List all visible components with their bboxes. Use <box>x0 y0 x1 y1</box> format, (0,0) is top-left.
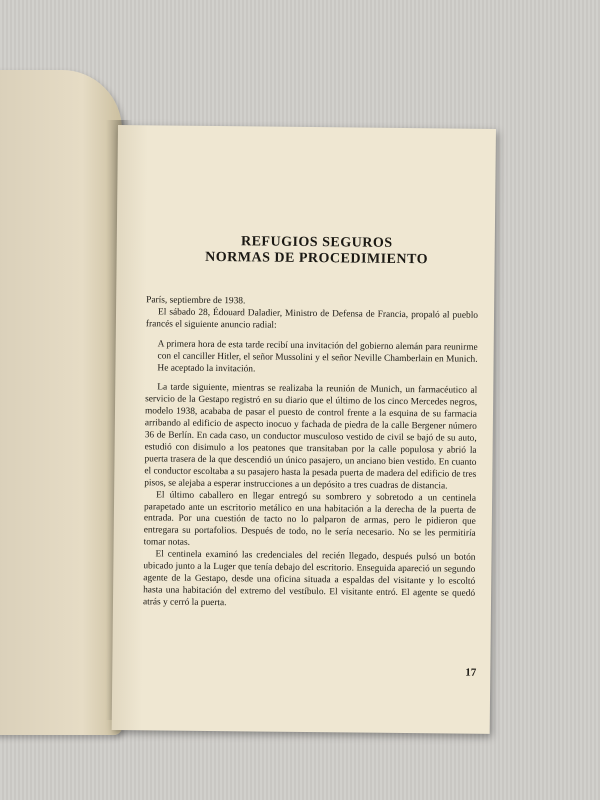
page-number: 17 <box>465 666 477 679</box>
page-body <box>143 295 478 612</box>
paragraph: El último caballero en llegar entregó su sombrero y sobretodo a un centinela parapetado ante un escritorio metálico en una habitación a la derecha de la puerta de entrada. Por una cuestión de tacto no lo palparon de armas, pero le pidieron que entregara su portafolios. Después de todo, no le sería necesario. No se les permitiría tomar notas. <box>143 490 477 548</box>
chapter-title-line2: NORMAS DE PROCEDIMIENTO <box>205 249 429 268</box>
paragraph: El centinela examinó las credenciales del recién llegado, después pulsó un botón ubicado junto a la Luger que tenía debajo del escritorio. Enseguida apareció un segundo agente de la Gestapo, desde una oficina situada a espaldas del visitante y lo escoltó hasta una habitación del extremo del vestíbulo. El visitante entró. El agente se quedó atrás y cerró la puerta. <box>142 549 476 608</box>
book-page <box>112 125 496 734</box>
paragraph: El sábado 28, Édouard Daladier, Ministro de Defensa de Francia, propaló al pueblo francés el siguiente anuncio radial: <box>145 307 479 331</box>
paragraph: La tarde siguiente, mientras se realizaba la reunión de Munich, un farmacéutico al servicio de la Gestapo registró en su diario que el último de los cinco Mercedes negros, modelo 1938, acababa de pasar el puesto de control frente a la esquina de su farmacia arribando al edificio de aspecto inocuo y fachada de piedra de la calle Bergener número 36 de Berlín. En cada caso, un conductor musculoso vestido de civil se bajó de su auto, estudió con disimulo a los peatones que transitaban por la calle populosa y abrió la puerta trasera de la que descendió un único pasajero, un anciano bien vestido. En cuanto el conductor escoltaba a su pasajero hasta la pesada puerta de madera del edificio de tres pisos, se alejaba a esperar instrucciones a un depósito a tres cuadras de distancia. <box>144 382 478 492</box>
quoted-announcement: A primera hora de esta tarde recibí una invitación del gobierno alemán para reunirme con el canciller Hitler, el señor Mussolini y el señor Neville Chamberlain en Munich. He aceptado la invitación. <box>157 339 478 374</box>
dateline: París, septiembre de 1938. <box>146 295 246 307</box>
left-page <box>0 70 122 735</box>
chapter-title-line1: REFUGIOS SEGUROS <box>240 234 393 251</box>
